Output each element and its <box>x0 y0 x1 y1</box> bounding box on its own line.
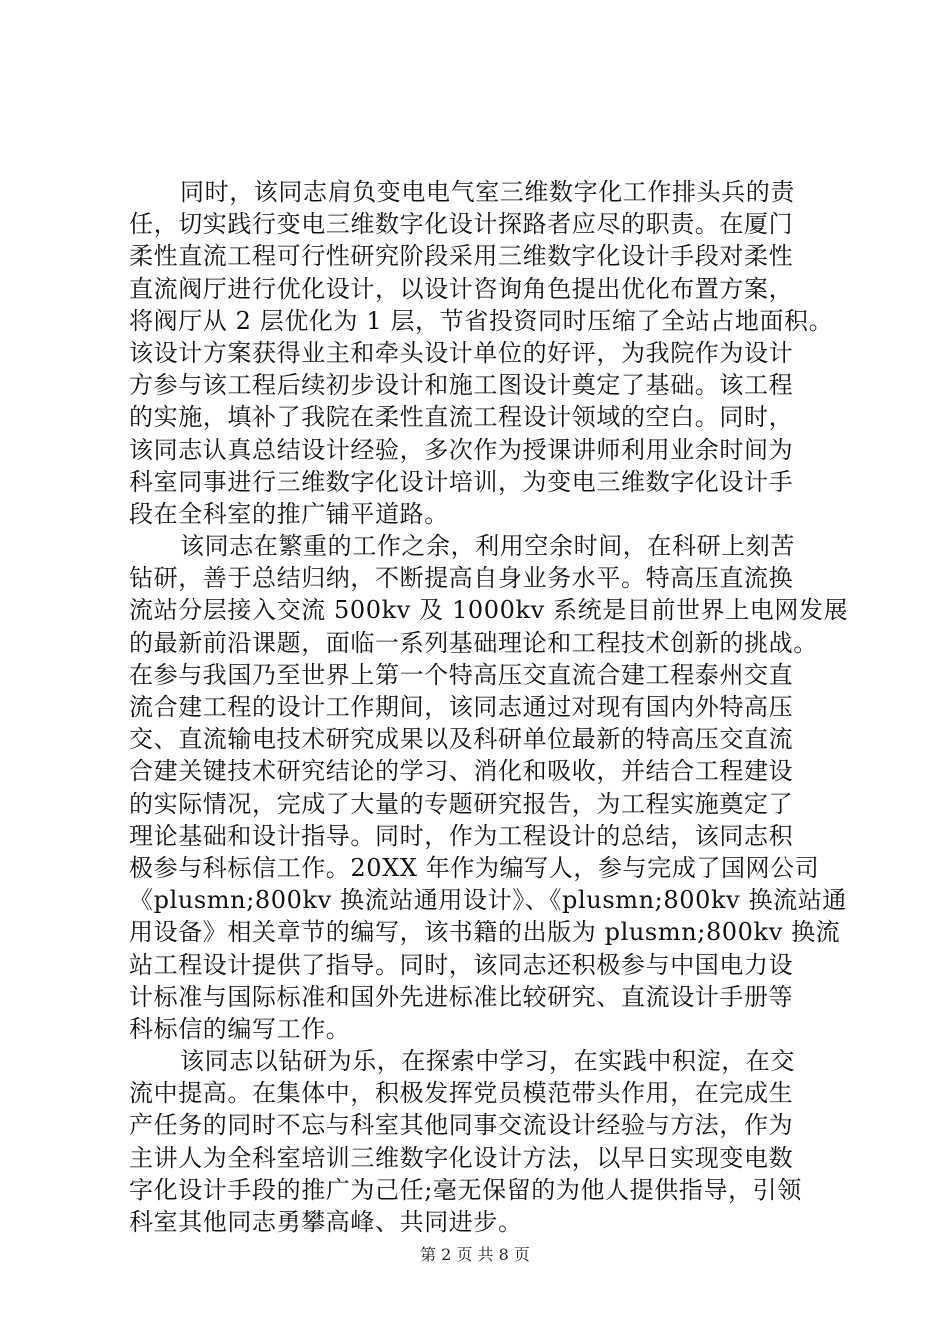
text-line: 在参与我国乃至世界上第一个特高压交直流合建工程泰州交直 <box>129 660 794 689</box>
text-line: 任，切实践行变电三维数字化设计探路者应尽的职责。在厦门 <box>129 210 794 239</box>
page-footer <box>0 1245 950 1265</box>
text-line: 理论基础和设计指导。同时，作为工程设计的总结，该同志积 <box>129 821 794 850</box>
text-line: 极参与科标信工作。20XX 年作为编写人，参与完成了国网公司 <box>129 853 820 882</box>
text-line: 流合建工程的设计工作期间，该同志通过对现有国内外特高压 <box>129 693 794 721</box>
body-text <box>129 176 849 1238</box>
text-line: 柔性直流工程可行性研究阶段采用三维数字化设计手段对柔性 <box>129 242 794 271</box>
text-line: 流中提高。在集体中，积极发挥党员模范带头作用，在完成生 <box>129 1079 794 1108</box>
text-line: 段在全科室的推广铺平道路。 <box>129 499 449 528</box>
text-line: 该同志在繁重的工作之余，利用空余时间，在科研上刻苦 <box>180 532 795 561</box>
text-line: 的实施，填补了我院在柔性直流工程设计领域的空白。同时， <box>129 403 794 432</box>
text-line: 的最新前沿课题，面临一系列基础理论和工程技术创新的挑战。 <box>129 628 818 657</box>
text-line: 该设计方案获得业主和牵头设计单位的好评，为我院作为设计 <box>129 338 794 367</box>
text-line: 字化设计手段的推广为己任;毫无保留的为他人提供指导，引领 <box>129 1175 802 1204</box>
text-line: 该同志以钻研为乐，在探索中学习，在实践中积淀，在交 <box>180 1047 795 1076</box>
text-line: 科室其他同志勇攀高峰、共同进步。 <box>129 1208 523 1236</box>
text-line: 《plusmn;800kv 换流站通用设计》、《plusmn;800kv 换流站通 <box>129 886 847 915</box>
paragraph-2 <box>129 530 849 1045</box>
text-line: 该同志认真总结设计经验，多次作为授课讲师利用业余时间为 <box>129 435 794 464</box>
text-line: 合建关键技术研究结论的学习、消化和吸收，并结合工程建设 <box>129 757 794 786</box>
text-line: 同时，该同志肩负变电电气室三维数字化工作排头兵的责 <box>180 178 795 206</box>
text-line: 主讲人为全科室培训三维数字化设计方法，以早日实现变电数 <box>129 1143 794 1172</box>
paragraph-1 <box>129 176 834 530</box>
text-line: 科标信的编写工作。 <box>129 1014 351 1043</box>
text-line: 将阀厅从 2 层优化为 1 层，节省投资同时压缩了全站占地面积。 <box>129 306 834 335</box>
text-line: 直流阀厅进行优化设计，以设计咨询角色提出优化布置方案， <box>129 274 794 303</box>
paragraph-3 <box>129 1045 829 1238</box>
text-line: 方参与该工程后续初步设计和施工图设计奠定了基础。该工程 <box>129 371 794 400</box>
text-line: 科室同事进行三维数字化设计培训，为变电三维数字化设计手 <box>129 467 794 496</box>
text-line: 产任务的同时不忘与科室其他同事交流设计经验与方法，作为 <box>129 1111 794 1140</box>
page-number: 第 2 页 共 8 页 <box>420 1245 530 1264</box>
text-line: 交、直流输电技术研究成果以及科研单位最新的特高压交直流 <box>129 725 794 754</box>
text-line: 用设备》相关章节的编写，该书籍的出版为 plusmn;800kv 换流 <box>129 918 841 947</box>
text-line: 钻研，善于总结归纳，不断提高自身业务水平。特高压直流换 <box>129 564 794 593</box>
text-line: 的实际情况，完成了大量的专题研究报告，为工程实施奠定了 <box>129 789 794 818</box>
text-line: 流站分层接入交流 500kv 及 1000kv 系统是目前世界上电网发展 <box>129 596 849 625</box>
text-line: 计标准与国际标准和国外先进标准比较研究、直流设计手册等 <box>129 982 794 1011</box>
text-line: 站工程设计提供了指导。同时，该同志还积极参与中国电力设 <box>129 950 794 979</box>
